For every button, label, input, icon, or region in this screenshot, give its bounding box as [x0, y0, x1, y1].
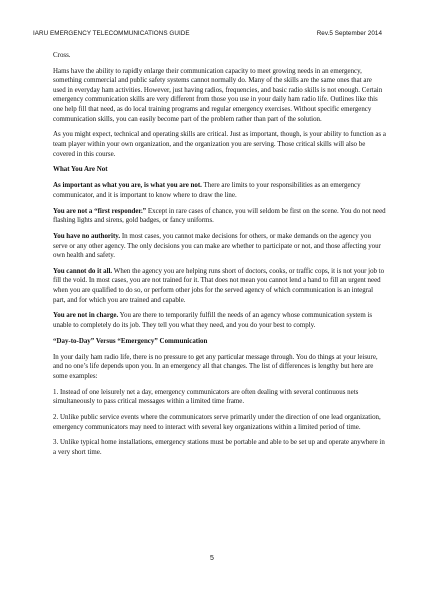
paragraph-text: When the agency you are helping runs short of doctors, cooks, or traffic cops, it is not your job to fill the void. In most cases, you are not trained for it. That does not mean you cannot lend a hand to fill an urgent need when you are qualified to do so, or perform other jobs for the served agency of which communication is an integral part, and for which you are trained and capable. — [53, 266, 385, 304]
paragraph-daily-ham-life: In your daily ham radio life, there is no pressure to get any particular message through. You do things at your leisure, and no one’s life depends upon you. In an emergency all that changes. The list of differences is lengthy but here are some examples: — [53, 352, 378, 380]
paragraph-text: You are there to temporarily fulfill the needs of an agency whose communication system is unable to completely do its job. They tell you what they need, and you do your best to comply. — [53, 311, 373, 329]
paragraph-not-first-responder — [53, 207, 386, 226]
list-item-3: 3. Unlike typical home installations, emergency stations must be portable and able to be set up and operate anywhere in a very short time. — [53, 438, 385, 456]
bold-lead: As important as what you are, is what you are not. — [53, 181, 202, 190]
paragraph-no-authority — [53, 232, 386, 261]
header-title: IARU EMERGENCY TELECOMMUNICATIONS GUIDE — [33, 30, 190, 37]
paragraph-text: There are limits to your responsibilities as an emergency communicator, and it is important to know where to draw the line. — [53, 181, 361, 199]
bold-lead: You cannot do it all. — [53, 266, 113, 275]
paragraph-skills: As you might expect, technical and operating skills are critical. Just as important, though, is your ability to function as a team player within your own organization, and the organization you are serving. Those critical skills will also be covered in this course. — [53, 130, 386, 158]
paragraph-ham-abilities: Hams have the ability to rapidly enlarge their communication capacity to meet growing needs in an emergency, something commercial and public safety systems cannot normally do. Many of the skills are the same ones that are used in everyday ham activities. However, just having radios, frequencies, and basic radio skills is not enough. Certain emergency communication skills are very different from those you use in your daily ham radio life. Outlines like this one help fill that need, as do local training programs and regular emergency exercises. Without specific emergency communication skills, you can easily become part of the problem rather than part of the solution. — [53, 66, 383, 123]
paragraph-cannot-do-it-all — [53, 267, 386, 305]
paragraph-cross: Cross. — [53, 51, 71, 59]
bold-lead: You are not in charge. — [53, 311, 119, 320]
bold-lead: You have no authority. — [53, 231, 121, 240]
section-heading-day-to-day: “Day-to-Day” Versus “Emergency” Communication — [53, 336, 208, 345]
list-item-1: 1. Instead of one leisurely net a day, emergency communicators are often dealing with several continuous nets simultaneously to pass critical messages within a limited time frame. — [53, 387, 359, 406]
paragraph-what-you-are-not — [53, 181, 386, 200]
list-item-2: 2. Unlike public service events where the communicators serve primarily under the direction of one lead organization, emergency communicators may need to interact with several key organizations within a limited period of time. — [53, 412, 381, 431]
paragraph-not-in-charge — [53, 311, 386, 330]
paragraph-text: Except in rare cases of chance, you will seldom be first on the scene. You do not need flashing lights and sirens, gold badges, or fancy uniforms. — [53, 206, 386, 225]
bold-lead: You are not a “first responder.” — [53, 206, 147, 215]
page-header — [33, 30, 382, 40]
header-revision: Rev.5 September 2014 — [316, 30, 382, 37]
section-heading-what-you-are-not: What You Are Not — [53, 165, 108, 174]
page-number: 5 — [210, 555, 214, 562]
page-content — [53, 51, 386, 464]
paragraph-text: In most cases, you cannot make decisions for others, or make demands on the agency you serve or any other agency. The only decisions you can make are whether to participate or not, and those affecting your own health and safety. — [53, 231, 381, 260]
